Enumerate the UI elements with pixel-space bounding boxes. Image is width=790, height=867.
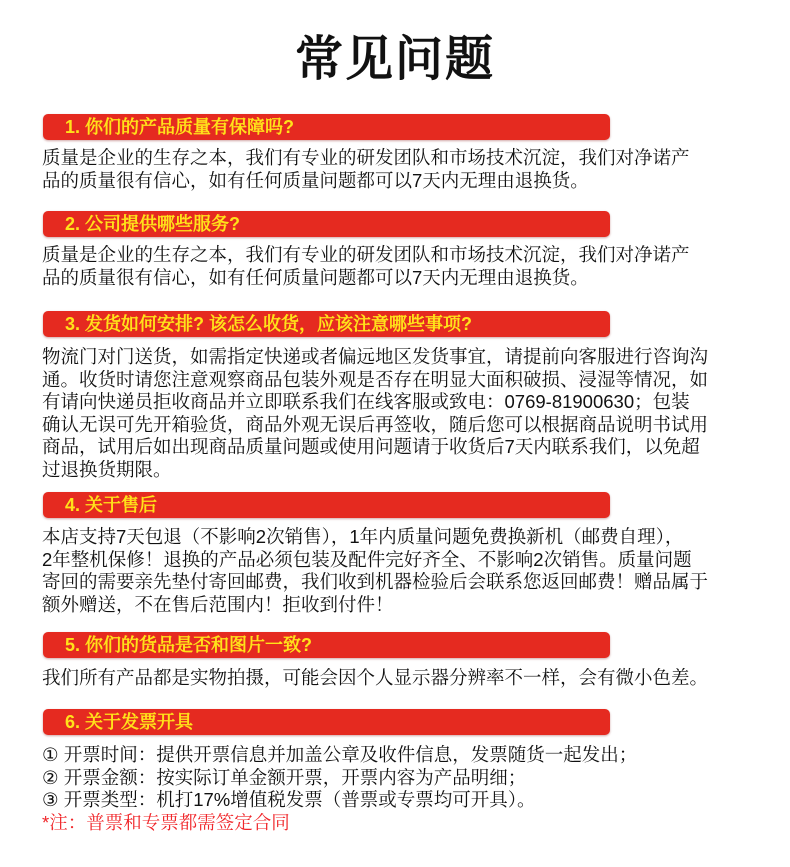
section-heading-2 — [43, 211, 610, 237]
body-line: 寄回的需要亲先垫付寄回邮费，我们收到机器检验后会联系您返回邮费！赠品属于 — [42, 571, 709, 592]
body-line: ② 开票金额：按实际订单金额开票，开票内容为产品明细； — [42, 766, 527, 788]
section-body-4 — [42, 526, 708, 616]
section-heading-1 — [43, 114, 610, 140]
heading-text: 6. 关于发票开具 — [65, 712, 194, 732]
heading-text: 3. 发货如何安排? 该怎么收货，应该注意哪些事项? — [65, 314, 473, 334]
body-line: 我们所有产品都是实物拍摄，可能会因个人显示器分辨率不一样，会有微小色差。 — [42, 667, 709, 688]
body-line: 商品，试用后如出现商品质量问题或使用问题请于收货后7天内联系我们，以免超 — [42, 436, 700, 457]
body-line: 过退换货期限。 — [42, 458, 172, 480]
section-body-2 — [42, 244, 690, 289]
body-line: 本店支持7天包退（不影响2次销售），1年内质量问题免费换新机（邮费自理）， — [42, 526, 684, 547]
section-heading-4 — [43, 492, 610, 518]
page-title: 常见问题 — [294, 33, 495, 86]
body-line: ③ 开票类型：机打17%增值税发票（普票或专票均可开具）。 — [42, 789, 536, 810]
body-line: 有请向快递员拒收商品并立即联系我们在线客服或致电：0769-81900630；包装 — [42, 391, 690, 412]
body-line: 通。收货时请您注意观察商品包装外观是否存在明显大面积破损、浸湿等情况，如 — [42, 368, 709, 390]
body-line: ① 开票时间：提供开票信息并加盖公章及收件信息，发票随货一起发出； — [42, 744, 638, 765]
body-line: 质量是企业的生存之本，我们有专业的研发团队和市场技术沉淀，我们对净诺产 — [42, 147, 690, 168]
section-body-1 — [42, 147, 690, 192]
section-body-5 — [42, 667, 708, 690]
heading-text: 2. 公司提供哪些服务? — [65, 214, 241, 234]
body-line: 确认无误可先开箱验货，商品外观无误后再签收，随后您可以根据商品说明书试用 — [42, 413, 709, 435]
body-line: 2年整机保修！退换的产品必须包装及配件完好齐全、不影响2次销售。质量问题 — [42, 548, 692, 570]
invoice-note: *注：普票和专票都需签定合同 — [42, 811, 290, 833]
body-line: 质量是企业的生存之本，我们有专业的研发团队和市场技术沉淀，我们对净诺产 — [42, 244, 690, 265]
body-line: 物流门对门送货，如需指定快递或者偏远地区发货事宜，请提前向客服进行咨询沟 — [42, 346, 709, 367]
body-line: 品的质量很有信心，如有任何质量问题都可以7天内无理由退换货。 — [42, 266, 589, 288]
body-line: 额外赠送，不在售后范围内！拒收到付件！ — [42, 593, 394, 615]
body-line: 品的质量很有信心，如有任何质量问题都可以7天内无理由退换货。 — [42, 169, 589, 191]
heading-text: 5. 你们的货品是否和图片一致? — [65, 635, 313, 655]
heading-text: 4. 关于售后 — [65, 495, 158, 515]
section-heading-6 — [43, 709, 610, 735]
section-heading-3 — [43, 311, 610, 337]
section-heading-5 — [43, 632, 610, 658]
heading-text: 1. 你们的产品质量有保障吗? — [65, 117, 295, 137]
section-body-3 — [42, 346, 708, 481]
section-body-6 — [42, 744, 637, 834]
